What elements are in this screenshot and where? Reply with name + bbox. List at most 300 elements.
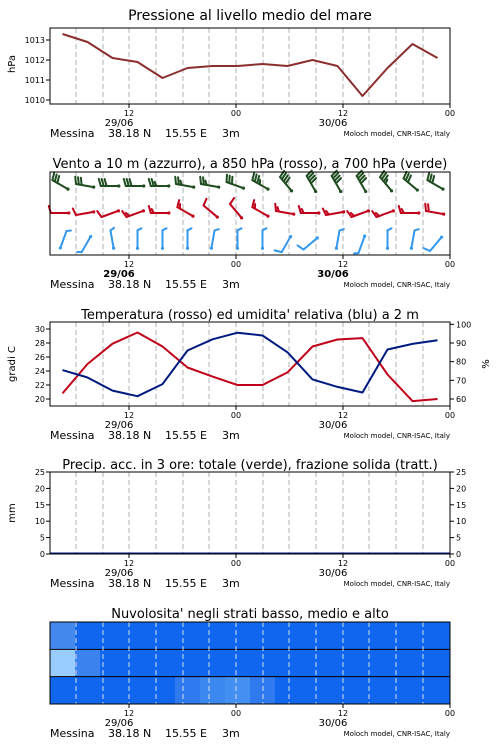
wind-xticks (103, 255, 455, 280)
temperature-plot (63, 333, 438, 402)
wind-barb-feather (67, 230, 71, 231)
wind-barb-feather (175, 177, 176, 184)
wind-barb-feather (81, 178, 82, 185)
wind-barb-base (217, 185, 220, 188)
wind-barb (399, 206, 421, 215)
wind-barb-shaft (411, 230, 414, 248)
wind-barb (124, 179, 146, 188)
wind-barb-base (316, 236, 319, 239)
model-credit: Moloch model, CNR-ISAC, Italy (343, 432, 450, 440)
y-tick-label: 24 (34, 367, 45, 376)
cloud-title: Nuvolosita' negli strati basso, medio e alto (111, 607, 389, 622)
cloud-cell (150, 677, 176, 704)
x-tick-label: 00 (444, 709, 456, 718)
wind-barb-feather (299, 206, 301, 213)
wind-barb-feather (99, 179, 101, 186)
wind-barb-base (92, 210, 95, 213)
cloud-cell (175, 622, 201, 649)
location-lat: 38.18 N (108, 278, 152, 291)
wind-barb (380, 171, 393, 192)
wind-barb-feather (340, 229, 344, 230)
y-tick-label: 1013 (24, 36, 45, 45)
wind-barb (427, 173, 444, 191)
temperature-yticks (35, 325, 50, 404)
cloud-cell (325, 677, 351, 704)
location-lat: 38.18 N (108, 727, 152, 740)
x-tick-label: 12 (337, 709, 349, 718)
y-tick-label: 25 (456, 468, 467, 477)
wind-barb (236, 228, 242, 250)
pressure-footer (50, 127, 450, 140)
y-tick-label: 90 (456, 339, 467, 348)
wind-barb-base (364, 190, 367, 193)
wind-barb (186, 228, 192, 250)
wind-barb-feather (230, 198, 234, 204)
wind-panel (49, 157, 455, 291)
wind-barb-feather (130, 179, 132, 186)
y-tick-label: 0 (39, 550, 45, 559)
pressure-yticks (25, 36, 50, 105)
wind-barb-feather (275, 204, 276, 211)
wind-barb-feather (200, 177, 201, 184)
wind-barb-base (390, 189, 393, 192)
cloud-cell (100, 622, 126, 649)
x-tick-label: 00 (444, 109, 456, 118)
x-tick-label: 12 (123, 559, 135, 568)
wind-barb (136, 228, 142, 250)
wind-barb-feather (78, 177, 79, 184)
humidity-ylabel: % (481, 359, 492, 369)
wind-barb-base (339, 190, 342, 193)
precip-ylabel: mm (7, 503, 18, 523)
temperature-footer (50, 429, 450, 442)
wind-barb-feather (73, 208, 76, 215)
location-lat: 38.18 N (108, 577, 152, 590)
wind-barb-base (367, 209, 370, 212)
pressure-ylabel: hPa (7, 54, 18, 74)
wind-barb-base (314, 190, 317, 193)
cloud-cell (200, 649, 226, 676)
cloud-cell (350, 677, 376, 704)
precip-grid (76, 472, 423, 554)
y-tick-label: 28 (34, 339, 45, 348)
wind-barb (404, 172, 419, 192)
wind-barb-base (342, 210, 345, 213)
x-tick-label: 12 (337, 411, 349, 420)
x-tick-label: 12 (337, 109, 349, 118)
date-label: 30/06 (317, 269, 349, 280)
wind-barb-feather (399, 206, 401, 213)
wind-barb (332, 171, 343, 193)
cloud-cell (225, 649, 251, 676)
wind-barb-base (136, 247, 139, 250)
y-tick-label: 5 (456, 533, 462, 543)
wind-barb-feather (232, 177, 233, 184)
cloud-cell (150, 622, 176, 649)
wind-barb-shaft (204, 205, 218, 217)
temperature-title: Temperatura (rosso) ed umidita' relativa (blu) a 2 m (81, 308, 419, 323)
location-lon: 15.55 E (165, 429, 207, 442)
cloud-cell (175, 677, 201, 704)
cloud-footer (50, 727, 450, 740)
temperature-ylabel: gradi C (7, 346, 18, 382)
wind-barb-feather (388, 228, 392, 230)
cloud-cell (350, 622, 376, 649)
wind-barb (335, 229, 344, 250)
precip-title: Precip. acc. in 3 ore: totale (verde), frazione solida (tratt.) (62, 458, 438, 473)
pressure-title: Pressione al livello medio del mare (128, 8, 372, 24)
wind-barb-base (89, 235, 92, 238)
wind-barb-feather (238, 228, 242, 230)
cloud-cell (375, 677, 401, 704)
wind-barb-feather (105, 179, 107, 186)
wind-barb-base (290, 189, 293, 192)
wind-barb-base (117, 184, 120, 187)
x-tick-label: 00 (444, 559, 456, 568)
cloud-cell (350, 649, 376, 676)
location-elev: 3m (222, 577, 240, 590)
wind-barb-feather (432, 176, 434, 183)
wind-barb (110, 228, 115, 250)
wind-barb-base (392, 209, 395, 212)
y-tick-label: 15 (456, 500, 467, 510)
precip-panel (7, 458, 466, 590)
wind-barb-base (363, 234, 366, 237)
wind-barb (280, 171, 293, 192)
wind-barb-base (261, 247, 264, 250)
cloud-cell (75, 677, 101, 704)
y-tick-label: 15 (34, 500, 45, 510)
wind-barb-base (142, 209, 145, 212)
wind-barb (252, 200, 269, 218)
location-elev: 3m (222, 429, 240, 442)
y-tick-label: 30 (34, 325, 45, 334)
x-tick-label: 12 (337, 260, 349, 269)
wind-barb-base (440, 236, 443, 239)
cloud-cell (50, 622, 76, 649)
wind-barb-feather (415, 229, 419, 230)
x-tick-label: 12 (123, 109, 135, 118)
wind-barb-base (416, 188, 419, 191)
wind-barb (323, 208, 346, 215)
wind-barb-feather (177, 200, 179, 207)
wind-barb-base (191, 215, 194, 218)
pressure-plot (63, 34, 438, 96)
wind-barb-feather (127, 179, 129, 186)
y-tick-label: 1012 (24, 56, 45, 65)
precip-yticks (35, 468, 50, 559)
precip-yticks-right (450, 468, 466, 559)
wind-barb-base (66, 188, 69, 191)
x-tick-label: 12 (123, 411, 135, 420)
location-name: Messina (50, 429, 95, 442)
wind-barb (59, 230, 71, 249)
cloud-cell (400, 622, 426, 649)
wind-barb (99, 179, 121, 188)
pressure-panel (7, 8, 455, 140)
location-name: Messina (50, 577, 95, 590)
wind-barb-feather (428, 204, 429, 211)
x-tick-label: 00 (230, 709, 242, 718)
wind-barb-feather (75, 177, 76, 184)
wind-barb-feather (427, 173, 429, 180)
wind-barb (149, 206, 171, 215)
wind-barb-feather (57, 176, 59, 183)
cloud-cell (275, 677, 301, 704)
wind-barb (275, 204, 295, 216)
cloud-cell (50, 649, 76, 676)
y-tick-label: 100 (456, 320, 472, 330)
wind-barb-shaft (304, 238, 318, 250)
precip-frame (50, 472, 450, 554)
cloud-cell (200, 677, 226, 704)
date-label: 29/06 (104, 568, 134, 579)
wind-barb (49, 206, 71, 215)
x-tick-label: 00 (230, 109, 242, 118)
temperature-xticks (105, 406, 456, 431)
y-tick-label: 25 (34, 468, 45, 477)
wind-barb-base (317, 211, 320, 214)
y-tick-label: 10 (456, 517, 467, 527)
wind-barb (97, 209, 120, 217)
wind-barb (52, 173, 69, 191)
wind-barb-feather (354, 253, 358, 254)
wind-barb-feather (430, 175, 432, 182)
wind-barb-feather (203, 177, 204, 184)
wind-barb-base (335, 247, 338, 250)
wind-barb (200, 177, 220, 189)
wind-barb-feather (163, 228, 167, 230)
wind-barb-shaft (211, 230, 214, 248)
y-tick-label: 1011 (24, 76, 45, 85)
wind-barb-base (442, 212, 445, 215)
wind-barb (275, 235, 293, 252)
humidity-yticks (450, 320, 471, 404)
wind-barb-shaft (76, 212, 94, 215)
location-lat: 38.18 N (108, 429, 152, 442)
wind-barb-shaft (60, 231, 66, 248)
x-tick-label: 12 (337, 559, 349, 568)
wind-footer (50, 278, 450, 291)
wind-barb (425, 204, 445, 216)
wind-title: Vento a 10 m (azzurro), a 850 hPa (rosso), a 700 hPa (verde) (52, 157, 448, 172)
cloud-cell (225, 622, 251, 649)
wind-barb-feather (152, 179, 154, 186)
x-tick-label: 00 (230, 260, 242, 269)
location-elev: 3m (222, 727, 240, 740)
wind-barb-feather (275, 250, 282, 252)
temperature-line (63, 333, 438, 402)
wind-barb-base (266, 188, 269, 191)
wind-barb-feather (138, 228, 142, 230)
wind-barbs (49, 171, 446, 254)
cloud-cell (175, 649, 201, 676)
wind-barb-feather (252, 173, 254, 180)
wind-barb-base (117, 209, 120, 212)
location-lon: 15.55 E (165, 278, 207, 291)
location-name: Messina (50, 278, 95, 291)
cloud-cell (425, 622, 451, 649)
wind-barb-feather (252, 200, 254, 207)
model-credit: Moloch model, CNR-ISAC, Italy (343, 730, 450, 738)
model-credit: Moloch model, CNR-ISAC, Italy (343, 580, 450, 588)
cloud-cell (275, 622, 301, 649)
y-tick-label: 1010 (24, 96, 45, 105)
cloud-cell (325, 649, 351, 676)
wind-barb-feather (257, 176, 259, 183)
wind-barb (357, 171, 368, 193)
wind-barb-base (266, 215, 269, 218)
cloud-panel (50, 607, 455, 740)
wind-barb-base (112, 247, 115, 250)
cloud-cell (150, 649, 176, 676)
wind-barb-base (386, 247, 389, 250)
cloud-cell (400, 677, 426, 704)
cloud-cell (225, 677, 251, 704)
location-elev: 3m (222, 278, 240, 291)
wind-barb-base (167, 211, 170, 214)
cloud-cell (425, 649, 451, 676)
date-label: 29/06 (104, 118, 134, 129)
wind-barb-feather (180, 181, 181, 185)
wind-barb-shaft (102, 211, 119, 217)
location-lat: 38.18 N (108, 127, 152, 140)
date-label: 29/06 (104, 718, 134, 729)
date-label: 30/06 (318, 118, 348, 129)
wind-barb-base (92, 185, 95, 188)
location-elev: 3m (222, 127, 240, 140)
wind-barb (210, 229, 219, 250)
wind-barb-feather (278, 207, 279, 211)
wind-barb (73, 208, 96, 215)
y-tick-label: 80 (456, 357, 467, 367)
wind-barb-feather (255, 175, 257, 182)
y-tick-label: 20 (456, 484, 467, 494)
wind-barb-base (410, 247, 413, 250)
wind-barb-feather (110, 228, 114, 231)
wind-barb (177, 200, 194, 218)
wind-barb-shaft (82, 237, 91, 253)
wind-barb-base (161, 247, 164, 250)
x-tick-label: 00 (230, 411, 242, 420)
date-label: 30/06 (318, 568, 348, 579)
wind-barb-base (242, 187, 245, 190)
wind-barb (386, 228, 392, 250)
wind-barb-feather (323, 208, 326, 215)
cloud-cell (275, 649, 301, 676)
y-tick-label: 20 (34, 395, 45, 404)
wind-barb-base (216, 215, 219, 218)
wind-barb-feather (97, 211, 101, 217)
wind-barb-base (186, 247, 189, 250)
y-tick-label: 20 (34, 484, 45, 494)
wind-barb (299, 206, 321, 215)
wind-barb-feather (188, 228, 192, 230)
wind-barb-feather (178, 177, 179, 184)
wind-barb (354, 234, 366, 253)
wind-barb (161, 228, 167, 250)
y-tick-label: 5 (39, 533, 45, 543)
wind-barb (372, 209, 395, 217)
wind-barb-feather (55, 175, 57, 182)
location-name: Messina (50, 127, 95, 140)
wind-barb-base (417, 211, 420, 214)
pressure-line (63, 34, 438, 96)
wind-barb (230, 198, 243, 219)
cloud-cell (100, 677, 126, 704)
cloud-cell (75, 622, 101, 649)
date-label: 29/06 (104, 420, 134, 431)
y-tick-label: 70 (456, 376, 467, 386)
wind-barb-base (67, 211, 70, 214)
wind-barb-base (289, 235, 292, 238)
wind-barb (410, 229, 419, 250)
wind-barb-feather (149, 179, 151, 186)
cloud-cell (50, 677, 76, 704)
x-tick-label: 12 (123, 260, 135, 269)
wind-barb-feather (52, 173, 54, 180)
date-label: 30/06 (318, 718, 348, 729)
wind-barb (75, 177, 95, 189)
y-tick-label: 0 (456, 550, 462, 559)
wind-barb-shaft (336, 230, 339, 248)
y-tick-label: 22 (34, 381, 45, 390)
wind-barb-feather (124, 179, 126, 186)
wind-barb-feather (149, 206, 151, 213)
cloud-cell (75, 649, 101, 676)
wind-barb (149, 179, 171, 188)
location-lon: 15.55 E (165, 577, 207, 590)
wind-barb-feather (298, 245, 304, 249)
x-tick-label: 00 (230, 559, 242, 568)
wind-barb-feather (205, 181, 206, 185)
wind-barb (252, 173, 269, 191)
precip-xticks (105, 554, 456, 579)
cloud-cell (325, 622, 351, 649)
wind-barb-feather (425, 204, 426, 211)
date-label: 30/06 (318, 420, 348, 431)
temperature-panel (7, 308, 492, 442)
cloud-cells (50, 622, 451, 704)
location-name: Messina (50, 727, 95, 740)
cloud-cell (200, 622, 226, 649)
cloud-xticks (105, 704, 456, 729)
wind-barb-base (59, 246, 62, 249)
date-label: 29/06 (103, 269, 135, 280)
cloud-cell (375, 622, 401, 649)
location-lon: 15.55 E (165, 727, 207, 740)
cloud-cell (300, 677, 326, 704)
x-tick-label: 00 (444, 260, 456, 269)
wind-barb (122, 209, 145, 217)
wind-barb-base (142, 184, 145, 187)
model-credit: Moloch model, CNR-ISAC, Italy (343, 130, 450, 138)
cloud-cell (300, 649, 326, 676)
wind-barb (77, 235, 92, 252)
wind-barb (261, 228, 267, 250)
wind-barb (347, 209, 370, 217)
cloud-cell (400, 649, 426, 676)
wind-barb-feather (227, 175, 228, 182)
pressure-xticks (105, 104, 456, 129)
cloud-cell (300, 622, 326, 649)
x-tick-label: 00 (444, 411, 456, 420)
wind-barb-feather (215, 229, 219, 230)
wind-barb-shaft (358, 236, 364, 253)
wind-barb (423, 236, 443, 251)
wind-barb-feather (423, 248, 430, 251)
cloud-cell (100, 649, 126, 676)
